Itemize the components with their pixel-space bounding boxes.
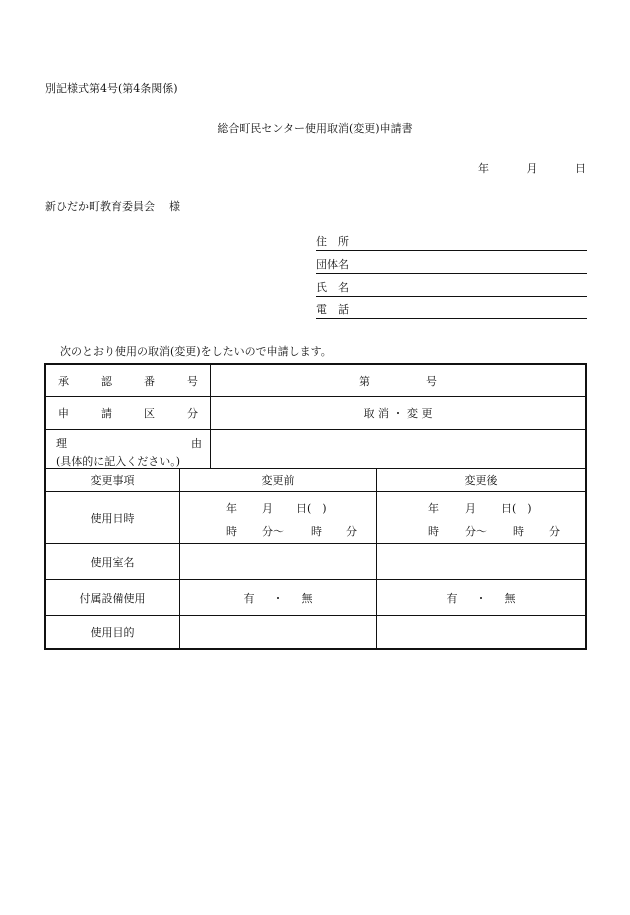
phone-field[interactable] — [316, 302, 587, 319]
dt-minute-end: 分 — [346, 525, 357, 538]
dt-hour-end: 時 — [311, 525, 322, 538]
room-name-after-field[interactable] — [377, 544, 585, 579]
address-label: 住 所 — [316, 235, 349, 248]
request-category-label — [58, 397, 198, 429]
header-after: 変更後 — [464, 474, 498, 487]
group-name-label: 団体名 — [316, 258, 349, 271]
dt-hour: 時 — [428, 525, 439, 538]
equipment-yes[interactable]: 有 — [243, 591, 255, 605]
date-day: 日 — [575, 162, 586, 175]
dt-year: 年 — [226, 502, 237, 515]
group-name-field[interactable] — [316, 257, 587, 274]
label-char: 分 — [187, 407, 198, 420]
recipient-honorific: 様 — [169, 200, 180, 213]
dt-month: 月 — [465, 502, 476, 515]
date-year: 年 — [478, 162, 489, 175]
approval-suffix: 号 — [426, 374, 437, 388]
room-name-before-field[interactable] — [180, 544, 376, 579]
approval-number-field[interactable] — [211, 365, 585, 396]
usage-datetime-after[interactable] — [377, 492, 585, 543]
dt-minute-tilde: 分～ — [262, 525, 284, 538]
date-month: 月 — [526, 162, 538, 175]
header-before: 変更前 — [261, 474, 295, 487]
equipment-yes[interactable]: 有 — [446, 591, 458, 605]
purpose-after-field[interactable] — [377, 616, 585, 648]
dt-month: 月 — [262, 502, 273, 515]
applicant-name-field[interactable] — [316, 280, 587, 297]
dt-year: 年 — [428, 502, 439, 515]
document-title: 総合町民センター使用取消(変更)申請書 — [217, 122, 413, 135]
reason-label — [56, 435, 206, 469]
address-field[interactable] — [316, 234, 587, 251]
label-char: 区 — [144, 407, 155, 420]
reason-char: 由 — [191, 437, 202, 450]
approval-prefix: 第 — [359, 374, 370, 388]
approval-number-label — [58, 365, 198, 396]
phone-label: 電 話 — [316, 303, 349, 316]
date-line — [478, 160, 586, 176]
recipient — [45, 198, 180, 214]
label-char: 申 — [58, 407, 69, 420]
dt-hour-end: 時 — [513, 525, 524, 538]
intro-text: 次のとおり使用の取消(変更)をしたいので申請します。 — [60, 345, 332, 358]
dt-minute-end: 分 — [549, 525, 560, 538]
usage-datetime-label: 使用日時 — [90, 511, 135, 525]
label-char: 認 — [101, 374, 112, 388]
dt-day: 日( ) — [501, 502, 532, 515]
usage-datetime-before[interactable] — [180, 492, 376, 543]
reason-field[interactable] — [211, 430, 585, 468]
equipment-after-selector[interactable] — [377, 580, 585, 615]
equipment-usage-label: 付属設備使用 — [79, 591, 146, 605]
label-char: 番 — [144, 374, 155, 388]
dt-hour: 時 — [226, 525, 237, 538]
room-name-label: 使用室名 — [90, 555, 135, 569]
separator-dot: ・ — [475, 591, 487, 605]
dt-day: 日( ) — [296, 502, 327, 515]
recipient-name: 新ひだか町教育委員会 — [45, 200, 155, 213]
label-char: 請 — [101, 407, 112, 420]
equipment-no[interactable]: 無 — [301, 591, 313, 605]
dt-minute-tilde: 分～ — [465, 525, 487, 538]
application-table — [44, 363, 587, 650]
equipment-before-selector[interactable] — [180, 580, 376, 615]
reason-hint: (具体的に記入ください。) — [56, 455, 181, 468]
reason-char: 理 — [56, 437, 67, 450]
applicant-name-label: 氏 名 — [316, 281, 349, 294]
usage-purpose-label: 使用目的 — [90, 626, 135, 639]
cancel-change-selector[interactable]: 取 消 ・ 変 更 — [363, 407, 433, 420]
label-char: 承 — [58, 374, 69, 388]
purpose-before-field[interactable] — [180, 616, 376, 648]
header-change-item: 変更事項 — [90, 474, 135, 487]
equipment-no[interactable]: 無 — [504, 591, 516, 605]
separator-dot: ・ — [272, 591, 284, 605]
label-char: 号 — [187, 374, 198, 388]
form-reference: 別記様式第4号(第4条関係) — [45, 82, 178, 95]
